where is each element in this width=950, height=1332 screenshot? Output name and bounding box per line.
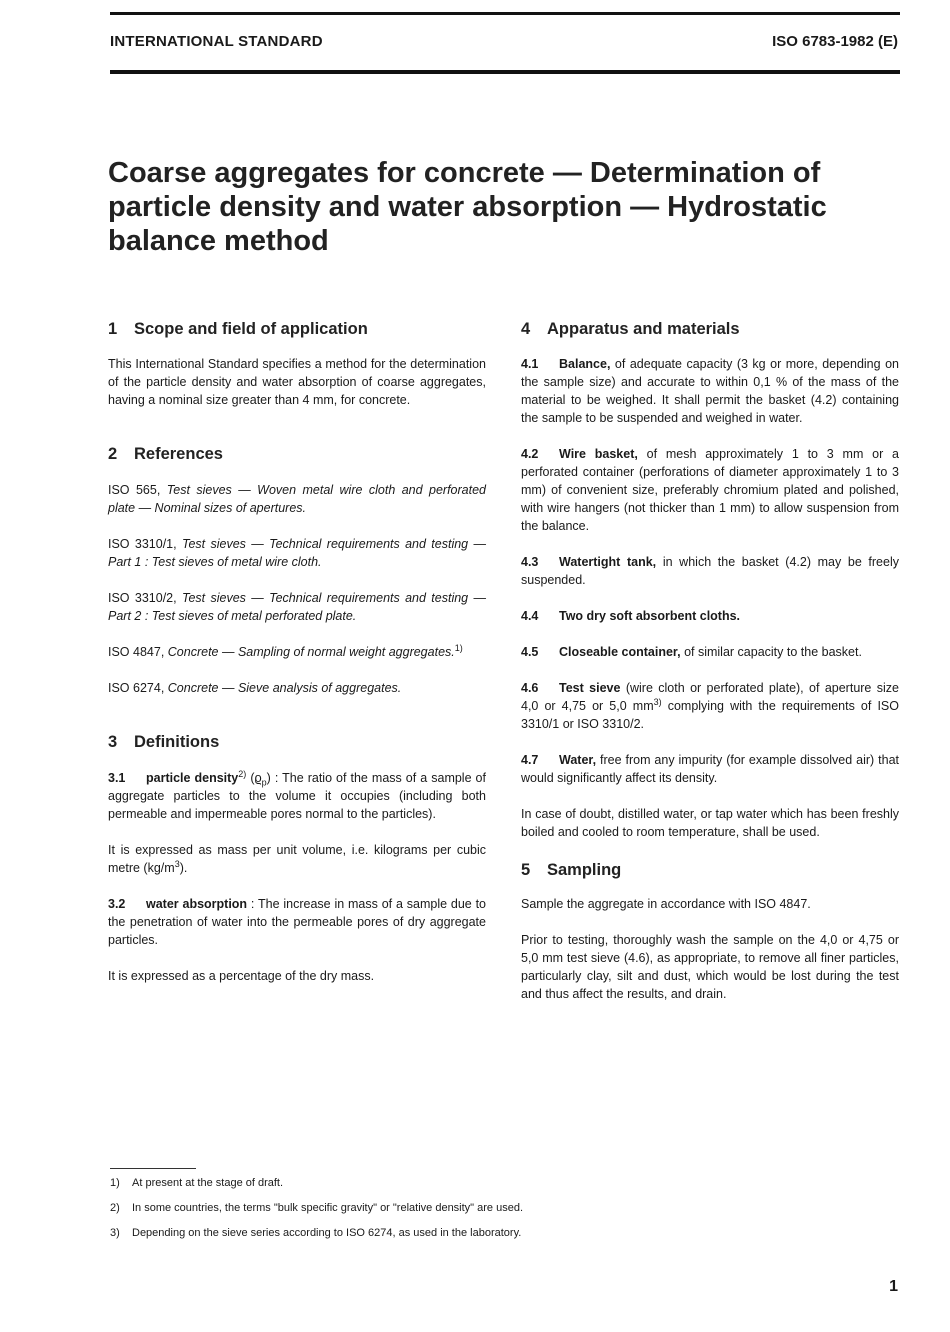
- page-number: 1: [889, 1278, 898, 1295]
- footnote-ref-1: 1): [454, 642, 463, 653]
- reference-item: ISO 565, Test sieves — Woven metal wire cloth and perforated plate — Nominal sizes of apertures.: [108, 483, 486, 515]
- sampling-paragraph: Sample the aggregate in accordance with ISO 4847.: [521, 897, 811, 911]
- section-2-heading: 2 References: [108, 445, 223, 463]
- definition-note: It is expressed as a percentage of the dry mass.: [108, 969, 375, 983]
- apparatus-item: 4.2 Wire basket, of mesh approximately 1 to 3 mm or a perforated container (perforations of diameter approximately 1 to 3 mm) of convenient size, preferably chromium plated and polished, with wire hangers (not thicker than 1 mm) to allow suspension from the balance.: [521, 447, 900, 533]
- apparatus-item: 4.5 Closeable container, of similar capacity to the basket.: [521, 645, 862, 659]
- footnote-rule: [110, 1168, 196, 1169]
- sampling-paragraph: Prior to testing, thoroughly wash the sample on the 4,0 or 4,75 or 5,0 mm test sieve (4.6), as appropriate, to remove all finer particles, particularly clay, silt and dust, which would be lost during the test and thus affect the results, and drain.: [521, 933, 899, 1001]
- right-column: [521, 318, 899, 1003]
- definition-water-absorption: 3.2 water absorption : The increase in mass of a sample due to the penetration of water into the permeable pores of dry aggregate particles.: [108, 897, 486, 947]
- left-column: [108, 318, 486, 985]
- reference-item: ISO 3310/1, Test sieves — Technical requirements and testing — Part 1 : Test sieves of metal wire cloth.: [108, 537, 486, 569]
- footnote-ref-3: 3): [653, 696, 662, 707]
- apparatus-item: 4.3 Watertight tank, in which the basket (4.2) may be freely suspended.: [521, 555, 899, 587]
- apparatus-item: 4.7 Water, free from any impurity (for example dissolved air) that would significantly affect its density.: [521, 753, 899, 785]
- reference-item: ISO 4847, Concrete — Sampling of normal weight aggregates.$^{1)}$: [108, 642, 463, 659]
- section-4-heading: 4 Apparatus and materials: [521, 320, 740, 338]
- apparatus-note: In case of doubt, distilled water, or tap water which has been freshly boiled and cooled to room temperature, shall be used.: [521, 807, 899, 839]
- section-5-heading: 5 Sampling: [521, 861, 622, 879]
- header-document-id: ISO 6783-1982 (E): [772, 33, 898, 50]
- reference-item: ISO 6274, Concrete — Sieve analysis of aggregates.: [108, 681, 402, 695]
- section-1-heading: 1 Scope and field of application: [108, 320, 368, 338]
- section-3-heading: 3 Definitions: [108, 733, 220, 751]
- section-1-body: This International Standard specifies a method for the determination of the particle density and water absorption of coarse aggregates, having a nominal size greater than 4 mm, for concrete.: [108, 357, 486, 407]
- header-standard-label: INTERNATIONAL STANDARD: [110, 33, 323, 50]
- footnote-ref-2: 2): [238, 768, 247, 779]
- footnote: 1) At present at the stage of draft.: [110, 1177, 284, 1189]
- reference-item: ISO 3310/2, Test sieves — Technical requirements and testing — Part 2 : Test sieves of metal perforated plate.: [108, 591, 486, 623]
- apparatus-item: 4.6 Test sieve (wire cloth or perforated plate), of aperture size 4,0 or 4,75 or 5,0 $mm^{3)}$ complying with the requirements of ISO 3310/1 or ISO 3310/2.: [521, 681, 899, 731]
- definition-particle-density: 3.1 particle density$^{2)}$ $(ϱ_p)$ : The ratio of the mass of a sample of aggregate particles to the volume it occupies (including both permeable and impermeable pores normal to the particles).: [108, 768, 486, 821]
- apparatus-item: 4.4 Two dry soft absorbent cloths.: [521, 609, 741, 623]
- footnote: 2) In some countries, the terms "bulk specific gravity" or "relative density" are used.: [110, 1202, 524, 1214]
- document-title: Coarse aggregates for concrete — Determination of particle density and water absorption — Hydrostatic balance method: [108, 157, 827, 257]
- header-top-rule: [110, 12, 900, 15]
- apparatus-item: 4.1 Balance, of adequate capacity (3 kg or more, depending on the sample size) and accurate to within 0,1 % of the mass of the material to be weighed. It shall permit the basket (4.2) containing the sample to be suspended and weighed in water.: [521, 357, 899, 425]
- footnote: 3) Depending on the sieve series according to ISO 6274, as used in the laboratory.: [110, 1227, 522, 1239]
- definition-note: It is expressed as mass per unit volume, i.e. kilograms per cubic metre $(kg/m^3)$.: [108, 843, 486, 875]
- header-bottom-rule: [110, 70, 900, 74]
